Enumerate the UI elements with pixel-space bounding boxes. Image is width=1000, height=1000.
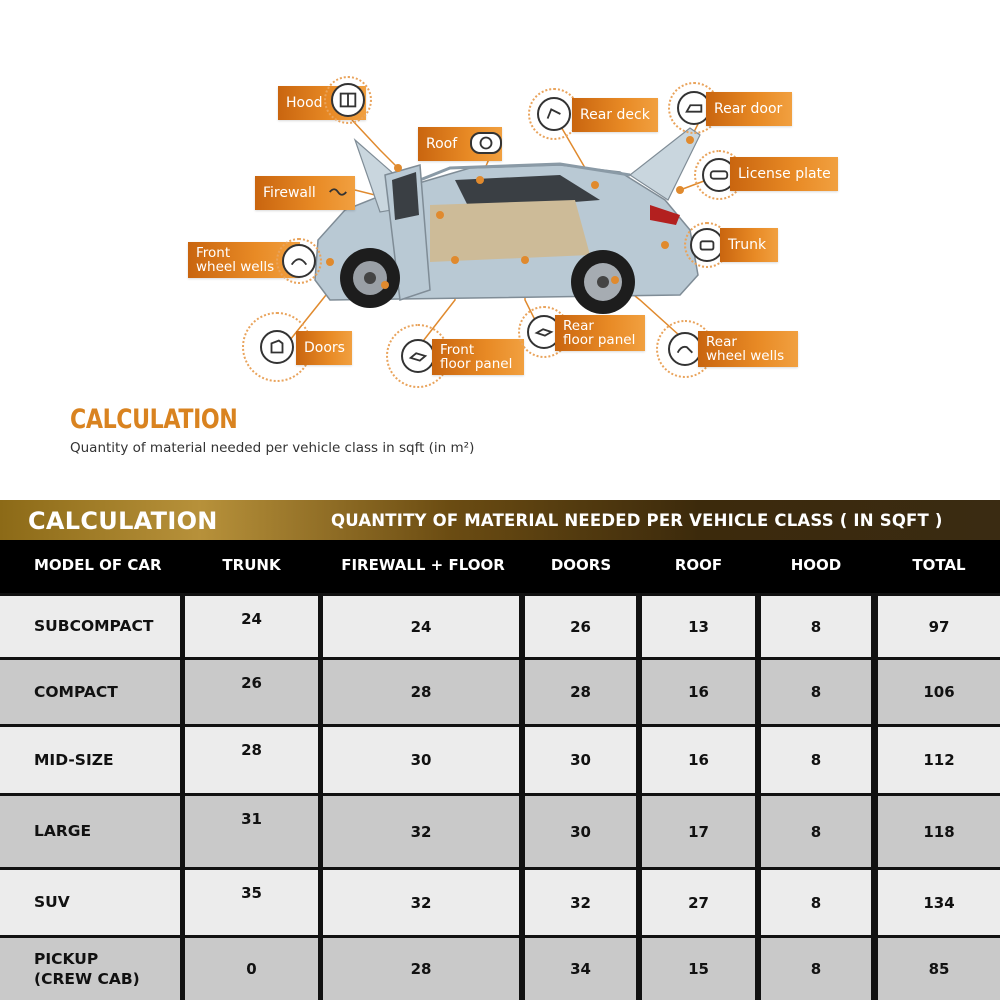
cell-model xyxy=(0,870,180,935)
cell-roof: 13 xyxy=(642,596,755,657)
cell-total: 118 xyxy=(878,796,1000,867)
cell-total: 85 xyxy=(878,938,1000,1000)
callout-license-plate xyxy=(730,157,838,191)
callout-front-floor-panel xyxy=(432,339,524,375)
table-row xyxy=(0,867,1000,935)
cell-doors: 34 xyxy=(525,938,636,1000)
band-description: QUANTITY OF MATERIAL NEEDED PER VEHICLE CLASS ( IN SQFT ) xyxy=(331,511,943,530)
callout-roof-label: Roof xyxy=(426,135,458,152)
table-row xyxy=(0,593,1000,657)
cell-model xyxy=(0,660,180,724)
callout-rear-deck xyxy=(572,98,658,132)
header-model: MODEL OF CAR xyxy=(34,556,162,574)
cell-hood: 8 xyxy=(761,938,871,1000)
callout-rear-wheel-wells xyxy=(698,331,798,367)
cell-model xyxy=(0,938,180,1000)
callout-rear-deck-label: Rear deck xyxy=(580,106,650,123)
model-name: SUBCOMPACT xyxy=(34,617,154,636)
hood-icon-ring xyxy=(324,76,372,124)
cell-doors: 30 xyxy=(525,796,636,867)
cell-trunk: 35 xyxy=(185,870,318,935)
cell-doors: 26 xyxy=(525,596,636,657)
cell-roof: 17 xyxy=(642,796,755,867)
cell-total: 97 xyxy=(878,596,1000,657)
table-row xyxy=(0,935,1000,1000)
header-firewall-floor: FIREWALL + FLOOR xyxy=(341,556,505,574)
cell-doors: 32 xyxy=(525,870,636,935)
firewall-icon-ring xyxy=(318,172,358,212)
header-doors: DOORS xyxy=(550,556,612,574)
table-row xyxy=(0,724,1000,793)
callout-doors xyxy=(296,331,352,365)
callout-rear-wheel-wells-label-2: wheel wells xyxy=(706,348,785,364)
hood-icon xyxy=(331,83,365,117)
callout-trunk-label: Trunk xyxy=(728,236,767,253)
cell-hood: 8 xyxy=(761,727,871,793)
callout-rear-wheel-wells-label-1: Rear xyxy=(706,333,737,350)
front-wheel-wells-icon xyxy=(282,244,316,278)
rear-wheel-wells-icon xyxy=(668,332,702,366)
header-trunk: TRUNK xyxy=(222,556,281,574)
callout-front-wheel-wells-label-2: wheel wells xyxy=(196,259,275,275)
roof-icon-ring xyxy=(463,120,509,166)
cell-total: 106 xyxy=(878,660,1000,724)
table-title-band xyxy=(0,500,1000,540)
front-floor-panel-icon xyxy=(401,339,435,373)
model-name: COMPACT xyxy=(34,682,118,701)
cell-trunk: 24 xyxy=(185,596,318,657)
trunk-icon xyxy=(690,228,724,262)
doors-icon xyxy=(260,330,294,364)
callout-rear-door xyxy=(706,92,792,126)
model-name: MID-SIZE xyxy=(34,750,114,769)
car-parts-diagram xyxy=(0,0,1000,400)
callout-front-floor-panel-label-1: Front xyxy=(440,341,475,358)
callout-front-wheel-wells-label-1: Front xyxy=(196,244,231,261)
rear-deck-icon xyxy=(537,97,571,131)
table-row xyxy=(0,793,1000,867)
callout-firewall-label: Firewall xyxy=(263,184,316,201)
callout-hood-label: Hood xyxy=(286,94,323,111)
cell-doors: 30 xyxy=(525,727,636,793)
cell-firewall-floor: 24 xyxy=(323,596,519,657)
cell-firewall-floor: 28 xyxy=(323,660,519,724)
roof-icon xyxy=(470,132,502,154)
cell-trunk: 28 xyxy=(185,727,318,793)
model-name-sub: (CREW CAB) xyxy=(34,970,140,988)
table-row xyxy=(0,657,1000,724)
cell-hood: 8 xyxy=(761,660,871,724)
cell-trunk: 26 xyxy=(185,660,318,724)
calculation-subtitle: Quantity of material needed per vehicle class in sqft (in m²) xyxy=(70,440,475,456)
cell-hood: 8 xyxy=(761,596,871,657)
cell-total: 112 xyxy=(878,727,1000,793)
callout-license-plate-label: License plate xyxy=(738,165,831,182)
cell-firewall-floor: 30 xyxy=(323,727,519,793)
cell-roof: 15 xyxy=(642,938,755,1000)
cell-firewall-floor: 32 xyxy=(323,870,519,935)
firewall-icon xyxy=(321,175,355,209)
cell-doors: 28 xyxy=(525,660,636,724)
table-body xyxy=(0,593,1000,1000)
callout-doors-label: Doors xyxy=(304,339,345,356)
cell-firewall-floor: 28 xyxy=(323,938,519,1000)
cell-roof: 27 xyxy=(642,870,755,935)
callout-rear-door-label: Rear door xyxy=(714,100,783,117)
cell-trunk: 31 xyxy=(185,796,318,867)
band-title: CALCULATION xyxy=(28,507,218,535)
callout-rear-floor-panel-label-1: Rear xyxy=(563,317,594,334)
callout-front-floor-panel-label-2: floor panel xyxy=(440,356,513,372)
callout-trunk xyxy=(720,228,778,262)
model-name: SUV xyxy=(34,893,70,912)
cell-model xyxy=(0,596,180,657)
cell-firewall-floor: 32 xyxy=(323,796,519,867)
cell-hood: 8 xyxy=(761,796,871,867)
model-name: LARGE xyxy=(34,822,92,841)
cell-roof: 16 xyxy=(642,727,755,793)
cell-total: 134 xyxy=(878,870,1000,935)
callout-rear-floor-panel xyxy=(555,315,645,351)
front-wheel-wells-icon-ring xyxy=(276,238,322,284)
header-total: TOTAL xyxy=(912,556,966,574)
header-roof: ROOF xyxy=(674,556,723,574)
cell-roof: 16 xyxy=(642,660,755,724)
car-interior xyxy=(430,200,590,262)
cell-trunk: 0 xyxy=(185,938,318,1000)
cell-model xyxy=(0,727,180,793)
callout-rear-floor-panel-label-2: floor panel xyxy=(563,332,636,348)
cell-hood: 8 xyxy=(761,870,871,935)
car-door-window xyxy=(392,172,419,220)
model-name: PICKUP xyxy=(34,949,99,968)
table-header xyxy=(0,540,1000,593)
header-hood: HOOD xyxy=(790,556,842,574)
calculation-title: CALCULATION xyxy=(70,404,238,435)
cell-model xyxy=(0,796,180,867)
